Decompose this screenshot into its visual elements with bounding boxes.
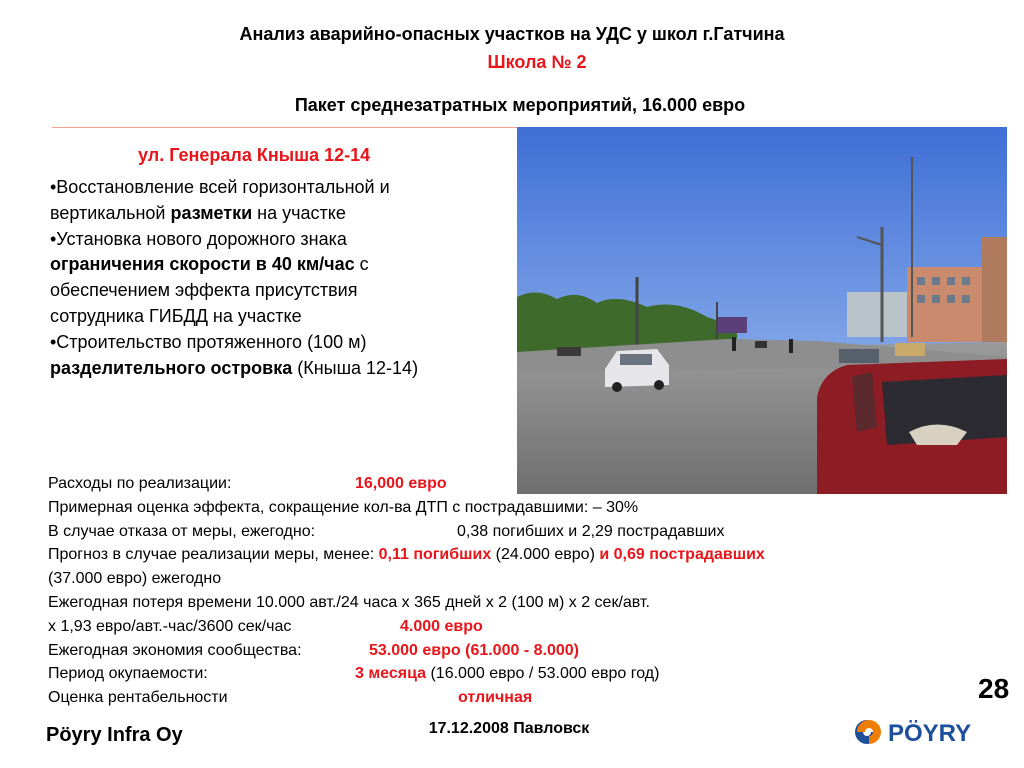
measure-2-line-4: сотрудника ГИБДД на участке xyxy=(50,305,302,326)
cost-line xyxy=(48,472,1008,496)
forecast-dead: 0,11 погибших xyxy=(378,546,492,564)
street-photo xyxy=(517,127,1007,494)
measures-list xyxy=(50,175,520,381)
rating-line: Оценка рентабельности отличная xyxy=(48,686,1008,710)
measure-2-line-1: •Установка нового дорожного знака xyxy=(50,228,347,249)
refusal-label: В случае отказа от меры, ежегодно: xyxy=(48,522,316,540)
measure-1-line-1: •Восстановление всей горизонтальной и xyxy=(50,177,390,197)
cost-label: Расходы по реализации: xyxy=(48,475,232,492)
forecast-tail-line: (37.000 евро) ежегодно xyxy=(48,570,222,588)
svg-text:PÖYRY: PÖYRY xyxy=(888,720,972,747)
school-subtitle: Школа № 2 xyxy=(487,52,587,72)
measure-3-line-1: •Строительство протяженного (100 м) xyxy=(50,331,367,352)
forecast-line: Прогноз в случае реализации меры, менее: 0,11 погибших (24.000 евро) и 0,69 пострадавших xyxy=(48,546,765,564)
measure-2-line-3: обеспечением эффекта присутствия xyxy=(50,280,358,301)
measure-2-line-2: ограничения скорости в 40 км/час с xyxy=(50,254,369,275)
time-loss-line-2: х 1,93 евро/авт.-час/3600 сек/час 4.000 евро xyxy=(48,615,1008,639)
cost-analysis xyxy=(48,472,1008,710)
measure-3-line-2: разделительного островка (Кныша 12-14) xyxy=(50,357,419,378)
slide-title: Анализ аварийно-опасных участков на УДС у школ г.Гатчина xyxy=(239,24,785,44)
refusal-value: 0,38 погибших и 2,29 пострадавших xyxy=(457,522,725,540)
cost-value: 16,000 евро xyxy=(355,475,447,492)
payback-value: 3 месяца xyxy=(355,665,427,683)
forecast-injured: и 0,69 пострадавших xyxy=(599,546,765,564)
payback-line: Период окупаемости: 3 месяца (16.000 евро / 53.000 евро год) xyxy=(48,665,660,683)
measure-1-line-2: вертикальной разметки на участке xyxy=(50,202,346,223)
savings-value: 53.000 евро (61.000 - 8.000) xyxy=(369,641,579,659)
poyry-logo xyxy=(850,714,1000,750)
rating-value: отличная xyxy=(458,689,533,707)
time-loss-line-1: Ежегодная потеря времени 10.000 авт./24 часа х 365 дней х 2 (100 м) х 2 сек/авт. xyxy=(48,593,650,611)
footer-date: 17.12.2008 Павловск xyxy=(428,720,590,737)
package-heading: Пакет среднезатратных мероприятий, 16.000 евро xyxy=(294,95,746,115)
time-loss-value: 4.000 евро xyxy=(400,617,483,635)
street-heading: ул. Генерала Кныша 12-14 xyxy=(138,145,371,165)
savings-line: Ежегодная экономия сообщества: 53.000 евро (61.000 - 8.000) xyxy=(48,639,1008,663)
effect-line: Примерная оценка эффекта, сокращение кол-ва ДТП с пострадавшими: – 30% xyxy=(48,498,639,516)
page-number: 28 xyxy=(978,673,1010,704)
refusal-line xyxy=(48,520,1008,544)
company-name: Pöyry Infra Oy xyxy=(46,724,183,746)
